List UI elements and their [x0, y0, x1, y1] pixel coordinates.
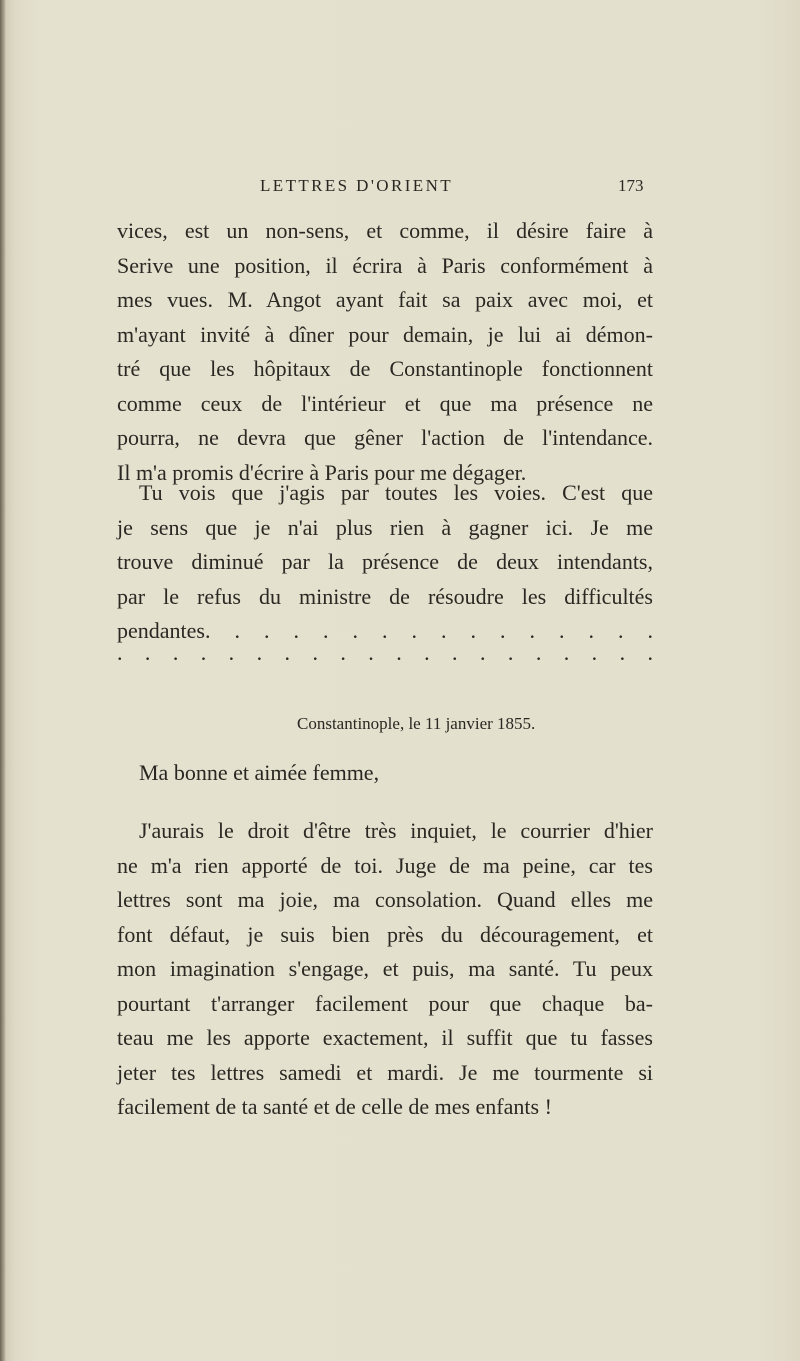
- dateline: Constantinople, le 11 janvier 1855.: [297, 714, 536, 733]
- text-line: mes vues. M. Angot ayant fait sa paix avec moi, et: [117, 287, 653, 312]
- text-line: facilement de ta santé et de celle de mes enfants !: [117, 1094, 552, 1119]
- text-line: pourra, ne devra que gêner l'action de l'intendance.: [117, 425, 653, 450]
- text-line: Serive une position, il écrira à Paris conformément à: [117, 252, 653, 278]
- text-line: teau me les apporte exactement, il suffit que tu fasses: [117, 1025, 653, 1050]
- text-line: font défaut, je suis bien près du découragement, et: [117, 921, 653, 947]
- text-line: vices, est un non-sens, et comme, il désire faire à: [117, 218, 653, 243]
- text-line: tré que les hôpitaux de Constantinople fonctionnent: [117, 356, 653, 381]
- running-title: LETTRES D'ORIENT: [260, 176, 454, 195]
- text-line: je sens que je n'ai plus rien à gagner ici. Je me: [117, 514, 653, 540]
- text-line: m'ayant invité à dîner pour demain, je lui ai démon-: [117, 321, 653, 347]
- text-line: par le refus du ministre de résoudre les difficultés: [117, 583, 653, 609]
- salutation: Ma bonne et aimée femme,: [139, 760, 380, 785]
- binding-edge: [0, 0, 6, 1361]
- text-line: lettres sont ma joie, ma consolation. Quand elles me: [117, 887, 653, 912]
- text-line: comme ceux de l'intérieur et que ma présence ne: [117, 390, 653, 416]
- text-line: trouve diminué par la présence de deux intendants,: [117, 549, 653, 574]
- text-line: J'aurais le droit d'être très inquiet, le courrier d'hier: [139, 818, 653, 843]
- text-line: pendantes. . . . . . . . . . . . . . . .: [117, 618, 653, 643]
- text-line: Tu vois que j'agis par toutes les voies. C'est que: [139, 480, 653, 505]
- text-line: jeter tes lettres samedi et mardi. Je me tourmente si: [117, 1059, 653, 1085]
- text-line: ne m'a rien apporté de toi. Juge de ma peine, car tes: [117, 852, 653, 878]
- running-head: [0, 176, 800, 200]
- text-line: mon imagination s'engage, et puis, ma santé. Tu peux: [117, 956, 653, 981]
- ellipsis-row: . . . . . . . . . . . . . . . . . . . .: [117, 640, 653, 665]
- text-line: pourtant t'arranger facilement pour que chaque ba-: [117, 990, 653, 1016]
- text-line: Il m'a promis d'écrire à Paris pour me dégager.: [117, 459, 527, 485]
- page-number: 173: [618, 176, 644, 195]
